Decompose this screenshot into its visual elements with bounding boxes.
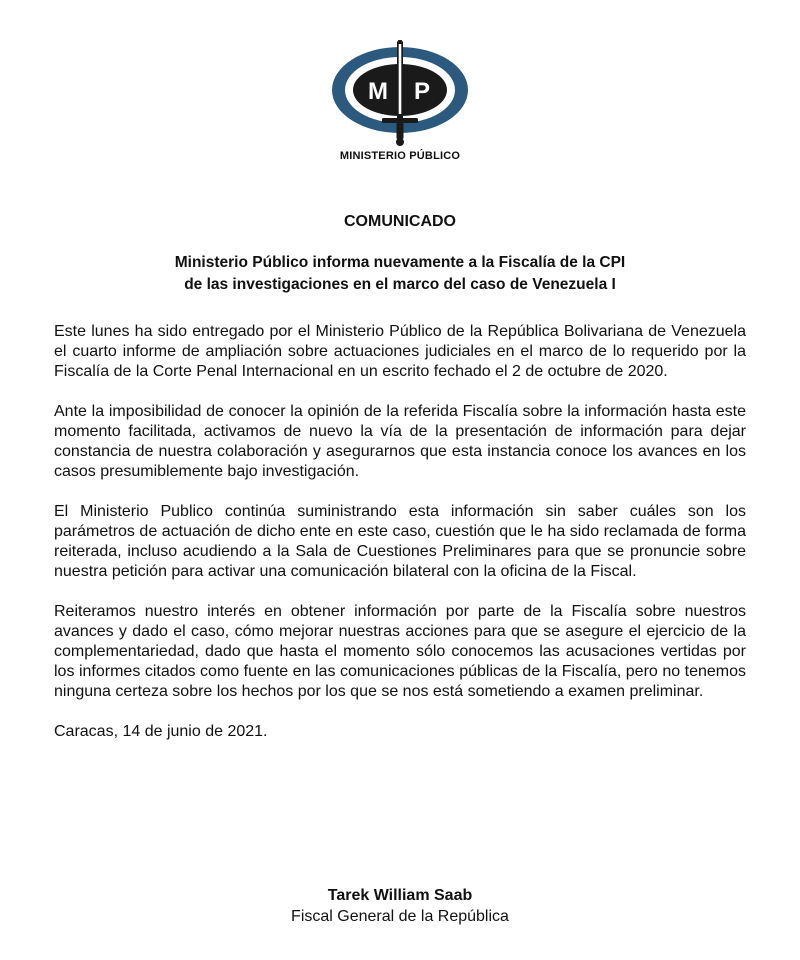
logo-caption: MINISTERIO PÚBLICO [339, 150, 461, 162]
signature-block [0, 885, 800, 927]
logo-letter-p: P [413, 78, 431, 105]
body-paragraph: El Ministerio Publico continúa suministrando esta información sin saber cuáles son los parámetros de actuación de dicho ente en este caso, cuestión que le ha sido reclamada de forma reiterada, incluso acudiendo a la Sala de Cuestiones Preliminares para que se pronuncie sobre nuestra petición para activar una comunicación bilateral con la oficina de la Fiscal. [54, 503, 746, 580]
logo-letter-m: M [368, 78, 388, 105]
subtitle-line: de las investigaciones en el marco del caso de Venezuela I [184, 276, 616, 293]
signatory-role: Fiscal General de la República [291, 908, 509, 925]
logo-emblem-icon [320, 40, 480, 150]
body-paragraph: Reiteramos nuestro interés en obtener información por parte de la Fiscalía sobre nuestros avances y dado el caso, cómo mejorar nuestras acciones para que se asegure el ejercicio de la complementariedad, dado que hasta el momento sólo conocemos las acusaciones vertidas por los informes citados como fuente en las comunicaciones públicas de la Fiscalía, pero no tenemos ninguna certeza sobre los hechos por los que se nos está sometiendo a examen preliminar. [54, 603, 746, 700]
ministerio-publico-logo [320, 40, 480, 168]
signatory-name: Tarek William Saab [327, 887, 473, 904]
document-subtitle [0, 252, 800, 296]
date-line: Caracas, 14 de junio de 2021. [54, 723, 268, 740]
document-body [54, 322, 746, 762]
body-paragraph: Ante la imposibilidad de conocer la opinión de la referida Fiscalía sobre la información hasta este momento facilitada, activamos de nuevo la vía de la presentación de información para dejar constancia de nuestra colaboración y asegurarnos que esta instancia conoce los avances en los casos presumiblemente bajo investigación. [54, 403, 746, 480]
document-title: COMUNICADO [344, 213, 456, 230]
subtitle-line: Ministerio Público informa nuevamente a la Fiscalía de la CPI [174, 254, 626, 271]
body-paragraph: Este lunes ha sido entregado por el Ministerio Público de la República Bolivariana de Venezuela el cuarto informe de ampliación sobre actuaciones judiciales en el marco de lo requerido por la Fiscalía de la Corte Penal Internacional en un escrito fechado el 2 de octubre de 2020. [54, 323, 746, 380]
